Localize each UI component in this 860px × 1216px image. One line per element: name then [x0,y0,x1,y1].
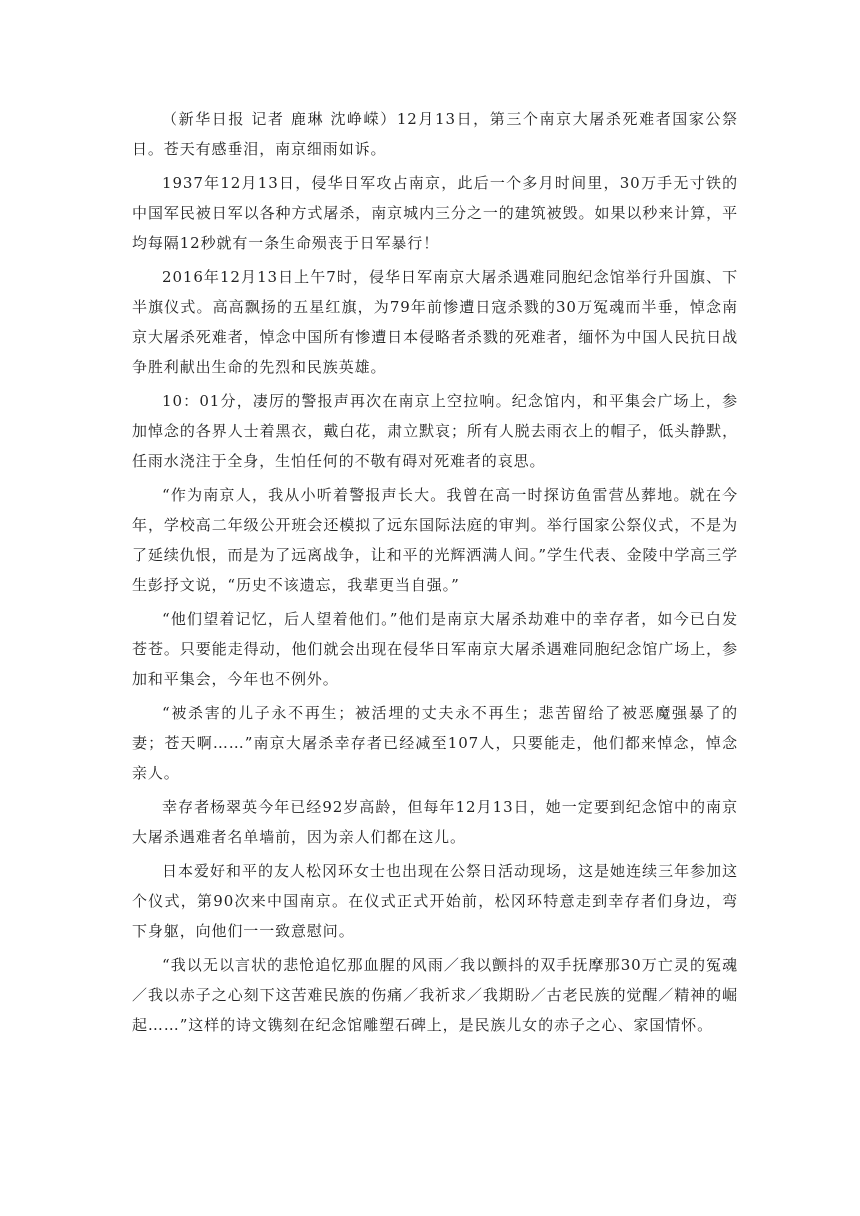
paragraph-siren: 10：01分，凄厉的警报声再次在南京上空拉响。纪念馆内，和平集会广场上，参加悼念的各界人士着黑衣，戴白花，肃立默哀；所有人脱去雨衣上的帽子，低头静默，任雨水浇注于全身，生怕任何的不敬有碍对死难者的哀思。 [132,392,738,470]
article-body [132,104,738,1044]
paragraph-survivors: “他们望着记忆，后人望着他们。”他们是南京大屠杀劫难中的幸存者，如今已白发苍苍。只要能走得动，他们就会出现在侵华日军南京大屠杀遇难同胞纪念馆广场上，参加和平集会，今年也不例外。 [132,610,738,688]
paragraph-1937-history: 1937年12月13日，侵华日军攻占南京，此后一个多月时间里，30万手无寸铁的中国军民被日军以各种方式屠杀，南京城内三分之一的建筑被毁。如果以秒来计算，平均每隔12秒就有一条生命殒丧于日军暴行！ [132,174,738,252]
paragraph-dateline: （新华日报 记者 鹿琳 沈峥嵘）12月13日，第三个南京大屠杀死难者国家公祭日。苍天有感垂泪，南京细雨如诉。 [132,110,738,158]
paragraph-student-quote: “作为南京人，我从小听着警报声长大。我曾在高一时探访鱼雷营丛葬地。就在今年，学校高二年级公开班会还模拟了远东国际法庭的审判。举行国家公祭仪式，不是为了延续仇恨，而是为了远离战争，让和平的光辉洒满人间。”学生代表、金陵中学高三学生彭抒文说，“历史不该遗忘，我辈更当自强。” [132,486,738,594]
paragraph-yang-cuiying: 幸存者杨翠英今年已经92岁高龄，但每年12月13日，她一定要到纪念馆中的南京大屠杀遇难者名单墙前，因为亲人们都在这儿。 [132,798,738,846]
paragraph-matsuoka: 日本爱好和平的友人松冈环女士也出现在公祭日活动现场，这是她连续三年参加这个仪式，第90次来中国南京。在仪式正式开始前，松冈环特意走到幸存者们身边，弯下身躯，向他们一一致意慰问。 [132,862,738,940]
paragraph-flag-ceremony: 2016年12月13日上午7时，侵华日军南京大屠杀遇难同胞纪念馆举行升国旗、下半旗仪式。高高飘扬的五星红旗，为79年前惨遭日寇杀戮的30万冤魂而半垂，悼念南京大屠杀死难者，悼念中国所有惨遭日本侵略者杀戮的死难者，缅怀为中国人民抗日战争胜利献出生命的先烈和民族英雄。 [132,268,738,376]
paragraph-poem-inscription: “我以无以言状的悲怆追忆那血腥的风雨／我以颤抖的双手抚摩那30万亡灵的冤魂／我以赤子之心刻下这苦难民族的伤痛／我祈求／我期盼／古老民族的觉醒／精神的崛起……”这样的诗文镌刻在纪念馆雕塑石碑上，是民族儿女的赤子之心、家国情怀。 [132,956,738,1034]
paragraph-survivor-count: “被杀害的儿子永不再生；被活埋的丈夫永不再生；悲苦留给了被恶魔强暴了的妻；苍天啊……”南京大屠杀幸存者已经减至107人，只要能走，他们都来悼念，悼念亲人。 [132,704,738,782]
